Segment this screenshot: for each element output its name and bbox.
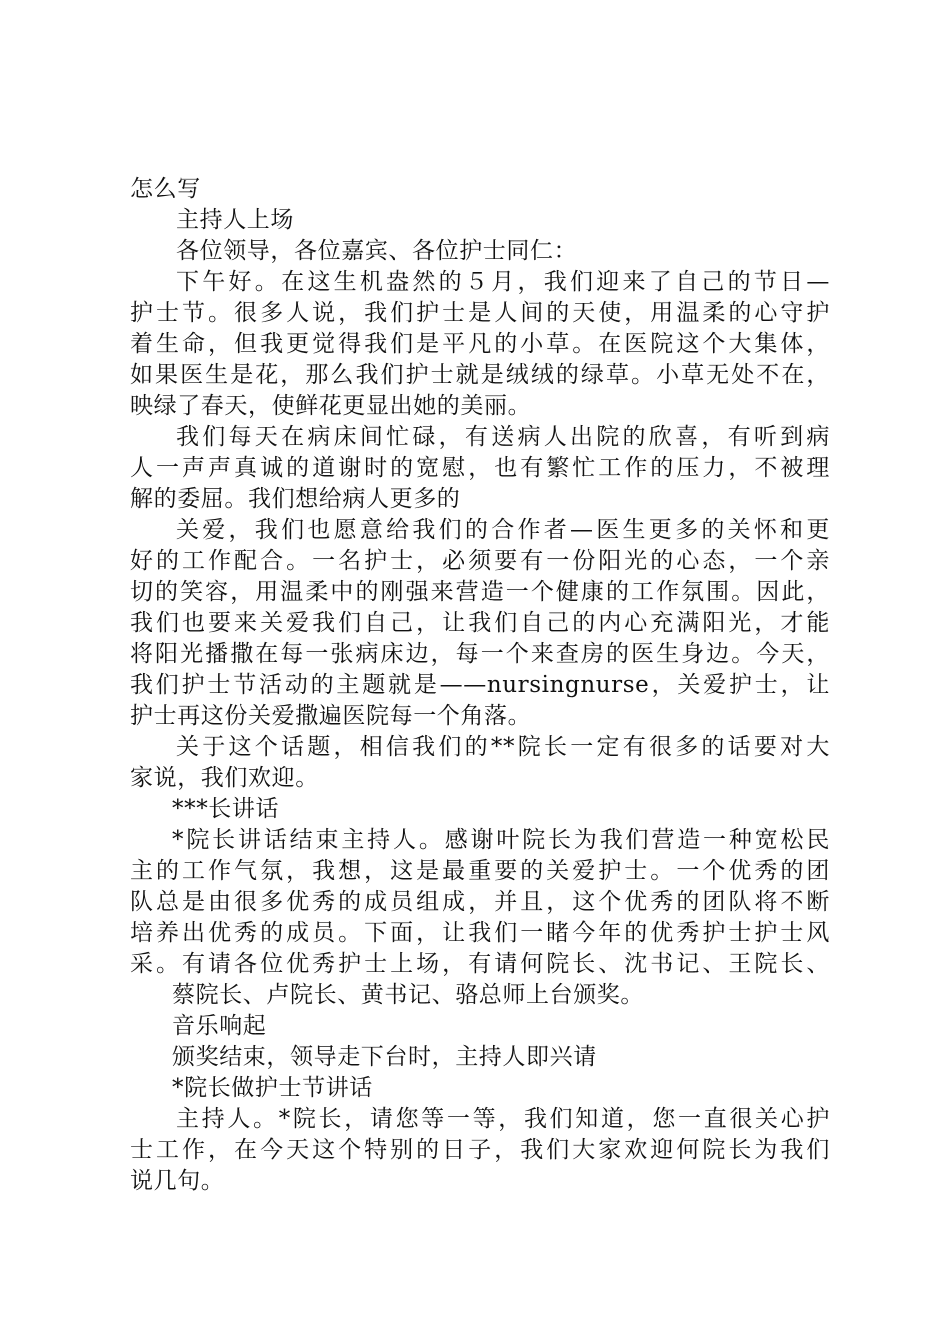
text-line: 主的工作气氛，我想，这是最重要的关爱护士。一个优秀的团 — [130, 858, 830, 884]
text-line: 音乐响起 — [172, 1013, 267, 1039]
text-line: 采。有请各位优秀护士上场，有请何院长、沈书记、王院长、 — [130, 951, 830, 977]
text-line: 队总是由很多优秀的成员组成，并且，这个优秀的团队将不断 — [130, 889, 830, 915]
text-line: 主持人。*院长，请您等一等，我们知道，您一直很关心护 — [176, 1106, 830, 1132]
text-line: 解的委屈。我们想给病人更多的 — [130, 486, 461, 512]
text-line: 护士节。很多人说，我们护士是人间的天使，用温柔的心守护 — [130, 300, 830, 326]
text-line: 说几句。 — [130, 1168, 225, 1194]
text-line: 蔡院长、卢院长、黄书记、骆总师上台颁奖。 — [172, 982, 644, 1008]
text-line: 各位领导，各位嘉宾、各位护士同仁： — [176, 238, 578, 264]
text-line: 颁奖结束，领导走下台时，主持人即兴请 — [172, 1044, 597, 1070]
text-line: 家说，我们欢迎。 — [130, 765, 319, 791]
document-body — [130, 174, 830, 1197]
text-line: 我们也要来关爱我们自己，让我们自己的内心充满阳光，才能 — [130, 610, 830, 636]
text-line: *院长讲话结束主持人。感谢叶院长为我们营造一种宽松民 — [172, 827, 830, 853]
text-line: 着生命，但我更觉得我们是平凡的小草。在医院这个大集体， — [130, 331, 830, 357]
text-line: 怎么写 — [130, 176, 201, 202]
text-line: 我们每天在病床间忙碌，有送病人出院的欣喜，有听到病 — [176, 424, 830, 450]
text-line: 培养出优秀的成员。下面，让我们一睹今年的优秀护士护士风 — [130, 920, 830, 946]
text-line: 关爱，我们也愿意给我们的合作者—医生更多的关怀和更 — [176, 517, 830, 543]
text-line: 将阳光播撒在每一张病床边，每一个来查房的医生身边。今天， — [130, 641, 830, 667]
text-line: 人一声声真诚的道谢时的宽慰，也有繁忙工作的压力，不被理 — [130, 455, 830, 481]
text-line: 映绿了春天，使鲜花更显出她的美丽。 — [130, 393, 532, 419]
text-line: 好的工作配合。一名护士，必须要有一份阳光的心态，一个亲 — [130, 548, 830, 574]
text-line: 如果医生是花，那么我们护士就是绒绒的绿草。小草无处不在， — [130, 362, 830, 388]
text-line: 我们护士节活动的主题就是——nursingnurse，关爱护士，让 — [130, 672, 830, 698]
text-line: ***长讲话 — [172, 796, 280, 822]
text-line: 下午好。在这生机盎然的５月，我们迎来了自己的节日— — [176, 269, 830, 295]
text-line: 切的笑容，用温柔中的刚强来营造一个健康的工作氛围。因此， — [130, 579, 830, 605]
text-line: *院长做护士节讲话 — [172, 1075, 373, 1101]
text-line: 护士再这份关爱撒遍医院每一个角落。 — [130, 703, 532, 729]
text-line: 士工作，在今天这个特别的日子，我们大家欢迎何院长为我们 — [130, 1137, 830, 1163]
text-line: 主持人上场 — [176, 207, 294, 233]
text-line: 关于这个话题，相信我们的**院长一定有很多的话要对大 — [176, 734, 830, 760]
